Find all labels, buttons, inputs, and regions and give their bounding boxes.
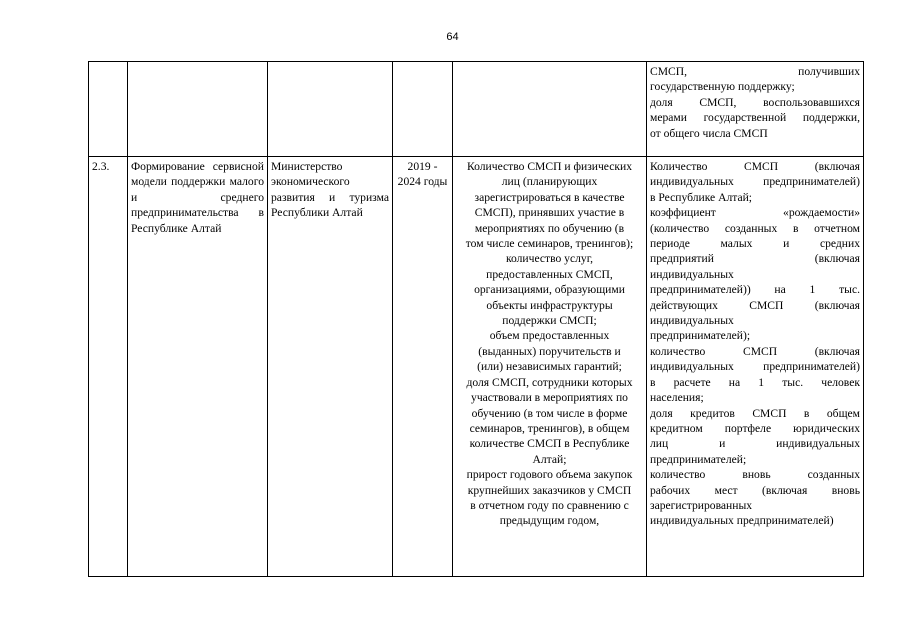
indicator-line: доля СМСП, воспользовавшихся xyxy=(650,95,860,109)
result-line: доля СМСП, сотрудники которых xyxy=(466,375,633,389)
indicator-line: населения; xyxy=(650,391,704,405)
results-cell xyxy=(453,157,647,577)
result-line: организациями, образующими xyxy=(474,283,625,297)
result-line: количество услуг, xyxy=(505,252,594,266)
table-row xyxy=(89,62,864,157)
indicator-line: количество СМСП (включая xyxy=(650,344,860,358)
indicator-line: (количество созданных в отчетном xyxy=(650,221,860,235)
indicator-line: Количество СМСП (включая xyxy=(650,160,860,173)
result-line: крупнейших заказчиков у СМСП xyxy=(467,483,632,497)
page-number: 64 xyxy=(446,31,459,43)
indicators-cell xyxy=(647,157,864,577)
result-line: обучению (в том числе в форме xyxy=(471,406,628,420)
indicator-line: индивидуальных предпринимателей) xyxy=(650,175,860,189)
indicator-line: индивидуальных xyxy=(650,314,734,328)
indicator-line: индивидуальных xyxy=(650,267,734,281)
row-number-cell xyxy=(89,62,128,157)
result-line: том числе семинаров, тренингов); xyxy=(465,237,634,251)
result-line: объекты инфраструктуры xyxy=(486,298,613,312)
result-line: мероприятиях по обучению (в xyxy=(474,221,625,235)
result-line: предоставленных СМСП, xyxy=(486,267,613,281)
indicator-line: кредитном портфеле юридических xyxy=(650,421,860,435)
indicator-line: от общего числа СМСП xyxy=(650,126,768,140)
indicator-line: индивидуальных предпринимателей) xyxy=(650,514,834,528)
measure-name-cell: Формирование сервисной модели поддержки малого и среднего предпринимательства в Республике Алтай xyxy=(128,157,268,577)
result-line: поддержки СМСП; xyxy=(502,314,597,328)
result-line: Количество СМСП и физических xyxy=(466,160,633,173)
executor-cell xyxy=(268,62,393,157)
result-line: участвовали в мероприятиях по xyxy=(471,391,628,405)
result-line: количестве СМСП в Республике xyxy=(469,437,630,451)
result-line: (выданных) поручительств и xyxy=(478,344,621,358)
result-line: в отчетном году по сравнению с xyxy=(470,498,629,512)
result-line: прирост годового объема закупок xyxy=(466,468,633,482)
indicator-line: рабочих мест (включая вновь xyxy=(650,483,860,497)
indicator-line: действующих СМСП (включая xyxy=(650,298,860,312)
indicator-line: количество вновь созданных xyxy=(650,468,860,482)
indicator-line: предпринимателей; xyxy=(650,452,747,466)
period-cell xyxy=(393,62,453,157)
indicator-line: зарегистрированных xyxy=(650,498,753,512)
indicator-line: СМСП, получивших xyxy=(650,65,860,78)
indicator-line: в Республике Алтай; xyxy=(650,190,753,204)
result-line: предыдущим годом, xyxy=(499,514,600,528)
result-line: Алтай; xyxy=(532,452,567,466)
result-line: семинаров, тренингов), в общем xyxy=(469,421,630,435)
indicator-line: предприятий (включая xyxy=(650,252,860,266)
indicator-line: мерами государственной поддержки, xyxy=(650,111,860,125)
period-cell: 2019 - 2024 годы xyxy=(393,157,453,577)
indicator-line: периоде малых и средних xyxy=(650,237,860,251)
row-number-cell: 2.3. xyxy=(89,157,128,577)
table-row xyxy=(89,157,864,577)
indicators-cell xyxy=(647,62,864,157)
indicator-line: доля кредитов СМСП в общем xyxy=(650,406,860,420)
result-line: СМСП), принявших участие в xyxy=(474,206,625,220)
result-line: (или) независимых гарантий; xyxy=(477,360,622,374)
indicator-line: лиц и индивидуальных xyxy=(650,437,860,451)
executor-cell: Министерство экономического развития и туризма Республики Алтай xyxy=(268,157,393,577)
measures-table xyxy=(88,61,864,577)
result-line: зарегистрироваться в качестве xyxy=(474,190,625,204)
result-line: объем предоставленных xyxy=(489,329,610,343)
indicator-line: коэффициент «рождаемости» xyxy=(650,206,860,220)
indicator-line: индивидуальных предпринимателей) xyxy=(650,360,860,374)
results-cell xyxy=(453,62,647,157)
indicator-line: предпринимателей)) на 1 тыс. xyxy=(650,283,860,297)
indicator-line: предпринимателей); xyxy=(650,329,751,343)
result-line: лиц (планирующих xyxy=(501,175,598,189)
indicator-line: государственную поддержку; xyxy=(650,80,795,94)
measure-name-cell xyxy=(128,62,268,157)
indicator-line: в расчете на 1 тыс. человек xyxy=(650,375,860,389)
